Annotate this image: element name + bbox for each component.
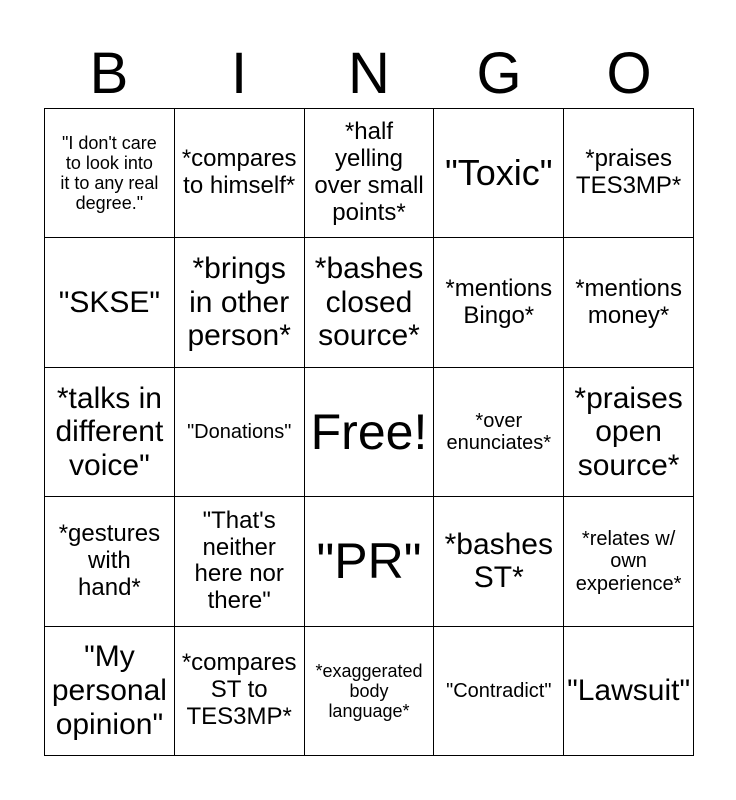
- bingo-cell-r5-c4[interactable]: [434, 627, 564, 756]
- header-letter-b: B: [89, 41, 129, 106]
- bingo-cell-r2-c2[interactable]: [175, 238, 305, 367]
- header-letter-i: I: [230, 41, 248, 106]
- cell-text: *compares ST to TES3MP*: [181, 649, 297, 731]
- bingo-cell-r5-c3[interactable]: [305, 627, 435, 756]
- cell-text: "I don't care to look into it to any real degree.": [60, 132, 159, 214]
- cell-text: *gestures with hand*: [58, 520, 161, 601]
- bingo-cell-r3-c5[interactable]: [564, 368, 694, 497]
- cell-text: *bashes closed source*: [314, 252, 424, 353]
- cell-text: "SKSE": [58, 285, 161, 319]
- cell-text: "PR": [316, 533, 422, 590]
- bingo-cell-r4-c1[interactable]: [45, 497, 175, 626]
- cell-text: *mentions money*: [575, 274, 682, 329]
- bingo-cell-r4-c2[interactable]: [175, 497, 305, 626]
- bingo-cell-r2-c1[interactable]: [45, 238, 175, 367]
- bingo-card-grid: [44, 108, 694, 756]
- cell-text: *praises TES3MP*: [575, 145, 682, 200]
- cell-text: *bashes ST*: [444, 527, 553, 595]
- bingo-cell-r1-c2[interactable]: [175, 109, 305, 238]
- header-letter-o: O: [606, 41, 652, 106]
- bingo-cell-r5-c5[interactable]: [564, 627, 694, 756]
- cell-text: *over enunciates*: [446, 409, 552, 454]
- bingo-cell-r2-c3[interactable]: [305, 238, 435, 367]
- cell-text: *brings in other person*: [187, 252, 291, 353]
- header-letter-n: N: [348, 41, 390, 106]
- cell-text: *exaggerated body language*: [315, 660, 423, 721]
- free-space-text: Free!: [310, 403, 428, 460]
- bingo-cell-r5-c1[interactable]: [45, 627, 175, 756]
- bingo-header: [44, 40, 694, 108]
- cell-text: *relates w/ own experience*: [575, 527, 682, 595]
- cell-text: "My personal opinion": [51, 640, 167, 741]
- cell-text: *talks in different voice": [55, 381, 164, 482]
- bingo-cell-free[interactable]: [305, 368, 435, 497]
- cell-text: "Toxic": [445, 152, 553, 194]
- bingo-cell-r2-c5[interactable]: [564, 238, 694, 367]
- bingo-cell-r4-c5[interactable]: [564, 497, 694, 626]
- bingo-cell-r1-c5[interactable]: [564, 109, 694, 238]
- cell-text: *praises open source*: [574, 381, 683, 482]
- bingo-cell-r3-c2[interactable]: [175, 368, 305, 497]
- cell-text: "Lawsuit": [567, 673, 691, 707]
- bingo-cell-r4-c4[interactable]: [434, 497, 564, 626]
- bingo-cell-r1-c4[interactable]: [434, 109, 564, 238]
- bingo-cell-r3-c1[interactable]: [45, 368, 175, 497]
- header-letter-g: G: [476, 41, 522, 106]
- cell-text: "That's neither here nor there": [194, 506, 284, 615]
- cell-text: *half yelling over small points*: [314, 118, 424, 227]
- cell-text: *compares to himself*: [181, 145, 297, 200]
- bingo-cell-r5-c2[interactable]: [175, 627, 305, 756]
- bingo-cell-r4-c3[interactable]: [305, 497, 435, 626]
- cell-text: "Donations": [187, 420, 292, 443]
- bingo-cell-r1-c3[interactable]: [305, 109, 435, 238]
- bingo-cell-r3-c4[interactable]: [434, 368, 564, 497]
- bingo-cell-r1-c1[interactable]: [45, 109, 175, 238]
- bingo-cell-r2-c4[interactable]: [434, 238, 564, 367]
- cell-text: *mentions Bingo*: [445, 274, 553, 329]
- cell-text: "Contradict": [446, 679, 552, 702]
